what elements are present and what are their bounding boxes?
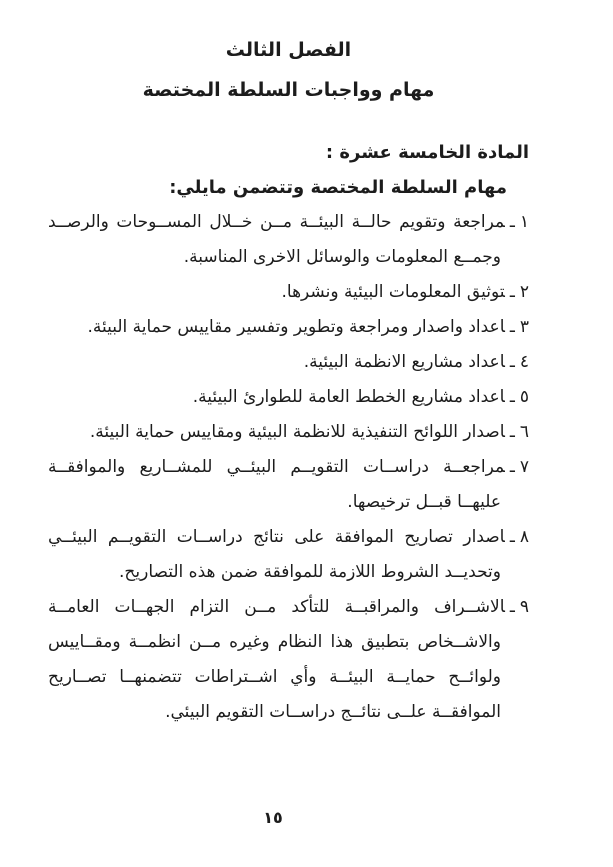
item-number: ٦: [519, 422, 529, 442]
list-item: [48, 310, 529, 345]
item-dash: ـ: [509, 422, 515, 442]
list-item: [48, 590, 529, 730]
item-dash: ـ: [509, 282, 515, 302]
item-text: اعداد واصدار ومراجعة وتطوير وتفسير مقاييس حماية البيئة.: [87, 317, 505, 337]
item-dash: ـ: [509, 527, 515, 547]
item-dash: ـ: [509, 212, 515, 232]
item-number: ٤: [519, 352, 529, 372]
list-item: [48, 275, 529, 310]
item-text: اعداد مشاريع الانظمة البيئية.: [303, 352, 505, 372]
item-dash: ـ: [509, 387, 515, 407]
list-item: [48, 205, 529, 275]
item-text: توثيق المعلومات البيئية ونشرها.: [281, 282, 505, 302]
list-item: [48, 520, 529, 590]
item-number: ٩: [519, 597, 529, 617]
list-item: [48, 345, 529, 380]
item-dash: ـ: [509, 317, 515, 337]
list-item: [48, 450, 529, 520]
item-text: مراجعــة دراســات التقويــم البيئــي للمشــاريع والموافقــة عليهــا قبــل ترخيصها.: [48, 457, 505, 512]
item-number: ٢: [519, 282, 529, 302]
item-dash: ـ: [509, 597, 515, 617]
item-text: مراجعة وتقويم حالــة البيئــة مــن خــلال المســوحات والرصــد وجمــع المعلومات والوسائل الاخرى المناسبة.: [48, 212, 505, 267]
item-text: اعداد مشاريع الخطط العامة للطوارئ البيئية.: [192, 387, 505, 407]
item-number: ٨: [519, 527, 529, 547]
section-heading: مهام السلطة المختصة وتتضمن مايلي:: [169, 177, 507, 198]
page-number: ١٥: [263, 808, 283, 827]
list-item: [48, 380, 529, 415]
item-number: ٥: [519, 387, 529, 407]
chapter-title: الفصل الثالث: [225, 39, 352, 61]
duties-list: [48, 205, 529, 730]
item-number: ٧: [519, 457, 529, 477]
item-dash: ـ: [509, 457, 515, 477]
item-text: الاشــراف والمراقبــة للتأكد مــن التزام الجهــات العامــة والاشــخاص بتطبيق هذا النظام وغيره مــن انظمــة ومقــاييس ولوائــح حمايــة البيئــة وأي اشــتراطات تتضمنهــا تصــاريح الموافقــة علــى نتائــج دراســات التقويم البيئي.: [48, 597, 505, 722]
list-item: [48, 415, 529, 450]
item-text: اصدار اللوائح التنفيذية للانظمة البيئية ومقاييس حماية البيئة.: [89, 422, 505, 442]
item-dash: ـ: [509, 352, 515, 372]
item-text: اصدار تصاريح الموافقة على نتائج دراســات التقويــم البيئــي وتحديــد الشروط اللازمة للموافقة ضمن هذه التصاريح.: [48, 527, 505, 582]
item-number: ١: [519, 212, 529, 232]
chapter-subtitle: مهام وواجبات السلطة المختصة: [142, 79, 435, 101]
item-number: ٣: [519, 317, 529, 337]
article-heading: المادة الخامسة عشرة :: [325, 142, 529, 163]
